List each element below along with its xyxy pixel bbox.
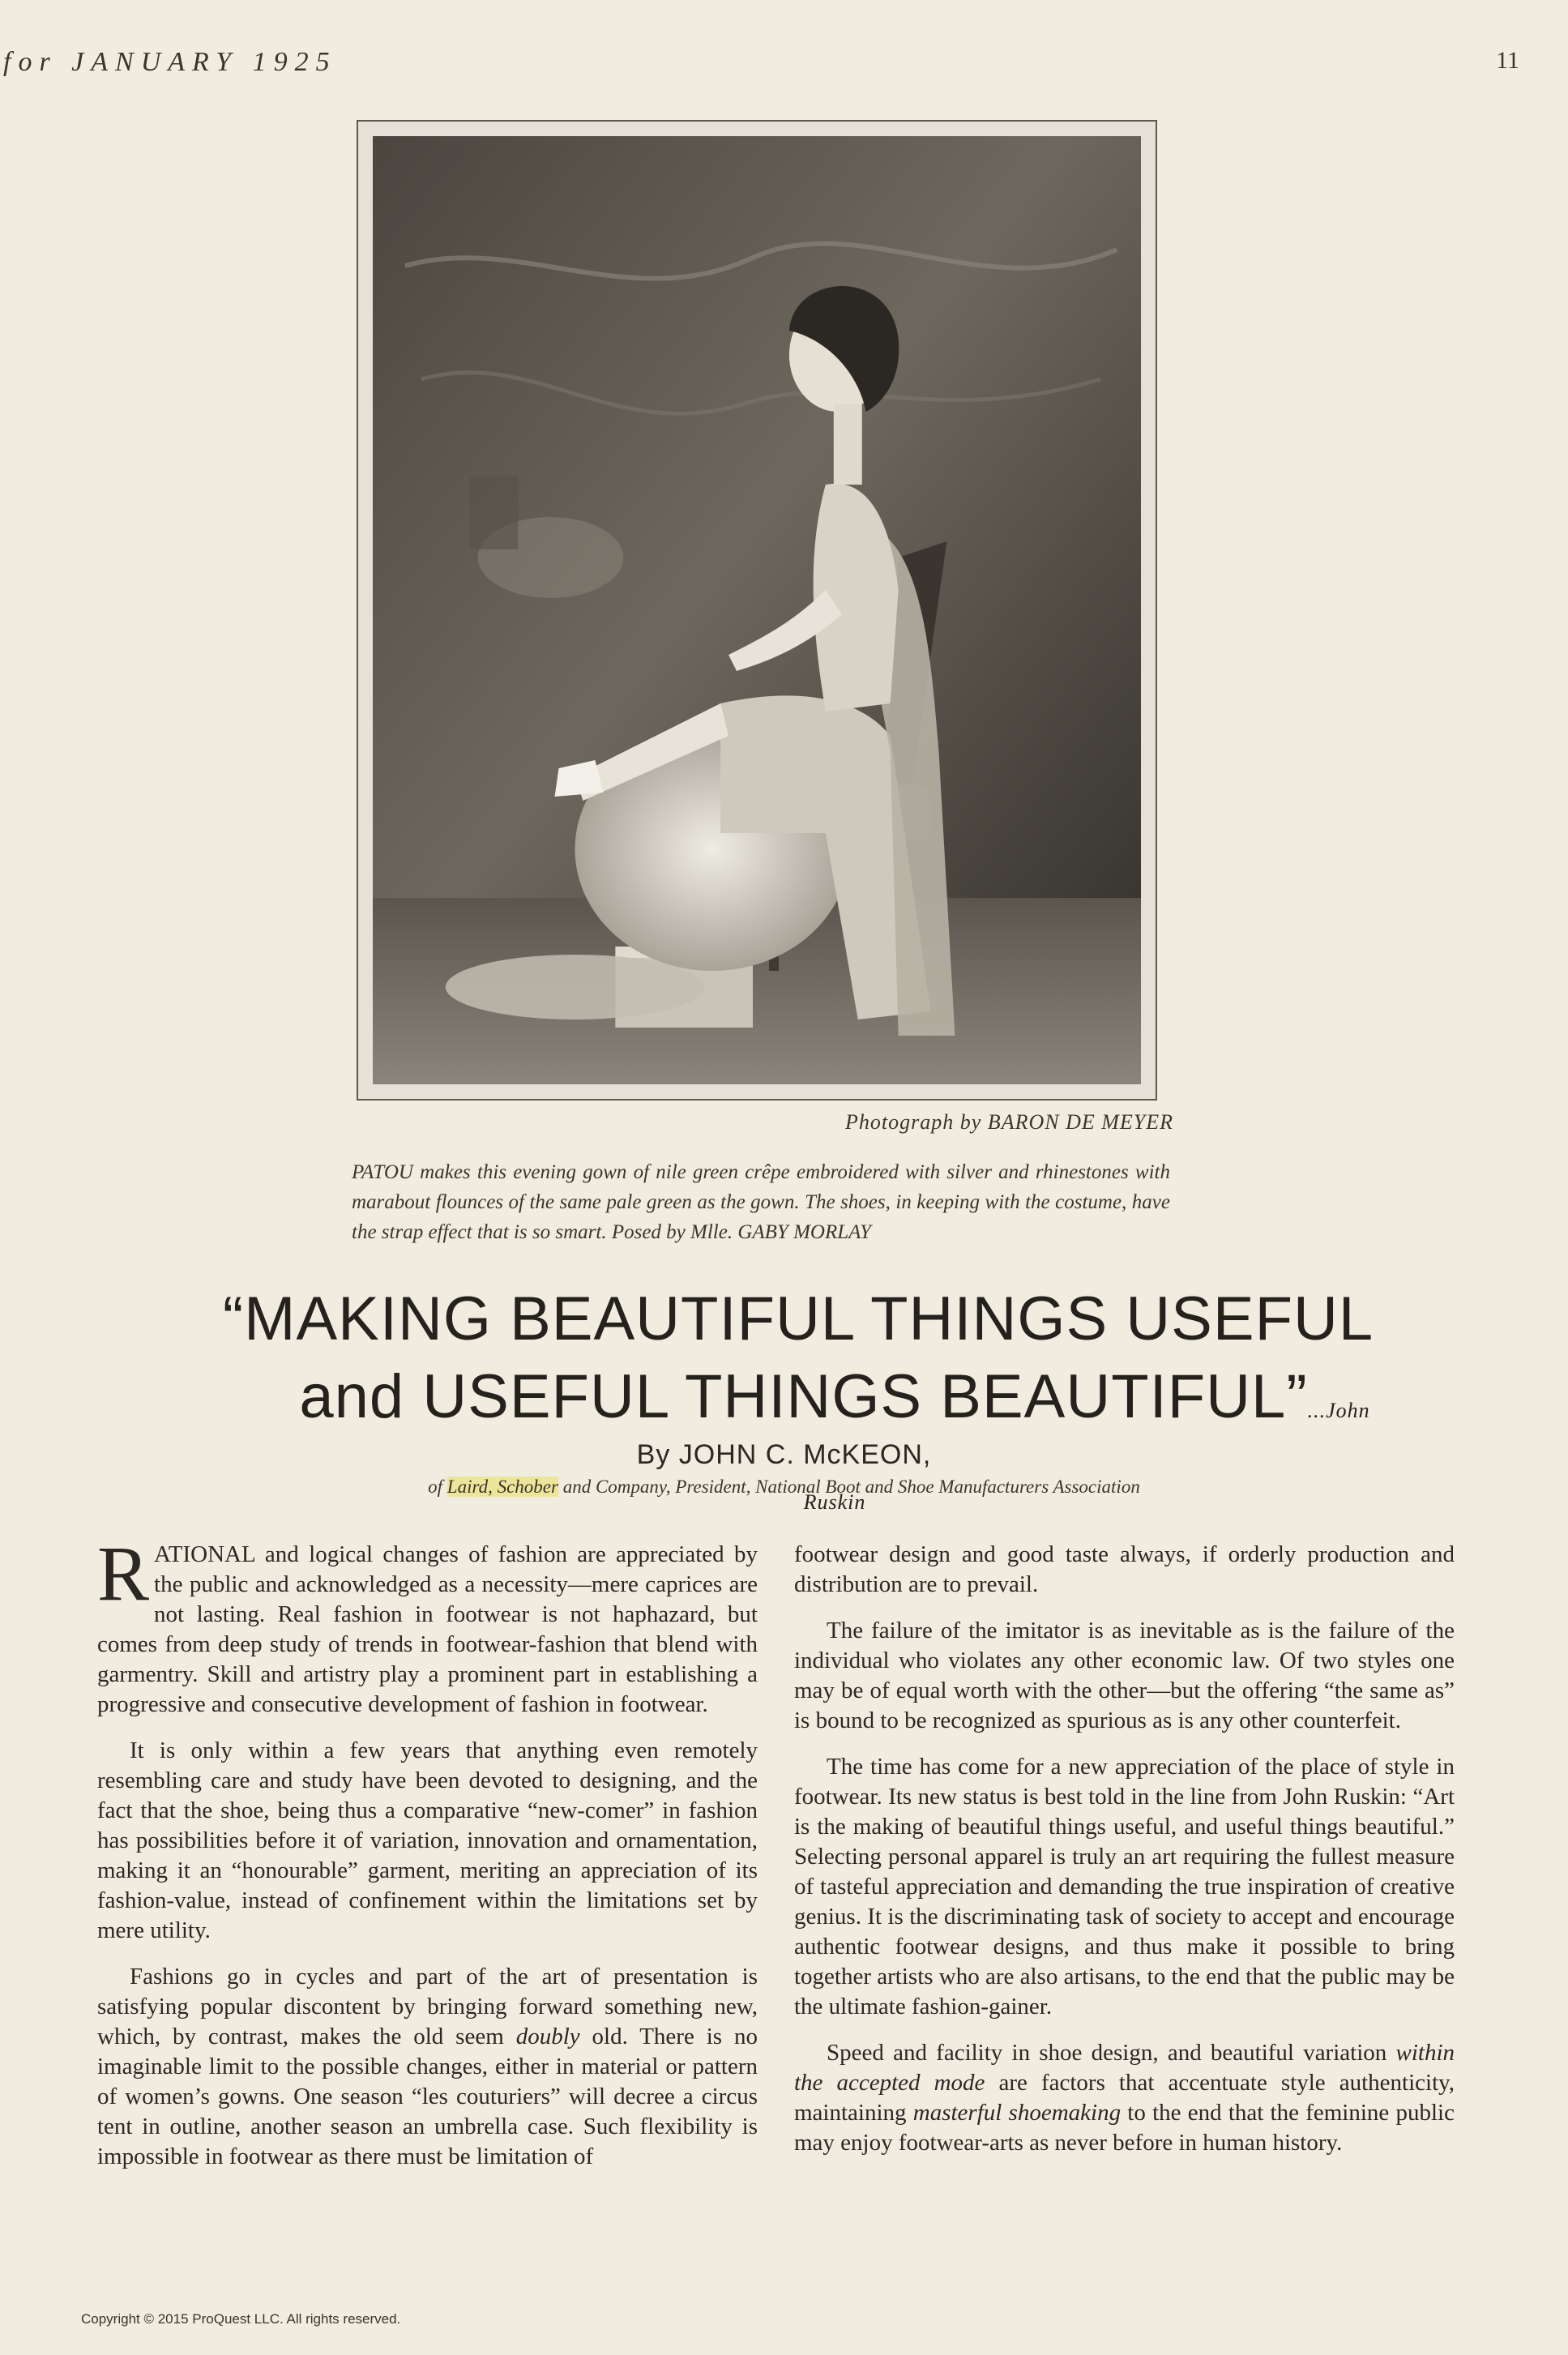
article-headline bbox=[211, 1280, 1386, 1541]
paragraph: footwear design and good taste always, if orderly production and distribution are to prevail. bbox=[794, 1541, 1455, 1597]
drop-cap: R bbox=[97, 1530, 150, 1617]
paragraph-text: are factors that accentuate style authenticity, maintaining bbox=[794, 2070, 1455, 2126]
emphasis: masterful shoemaking bbox=[912, 2100, 1122, 2126]
headline-line-2-text: and USEFUL THINGS BEAUTIFUL” bbox=[299, 1362, 1308, 1431]
photo-credit: Photograph by BARON DE MEYER bbox=[845, 1110, 1173, 1134]
photograph-seated-woman bbox=[373, 136, 1141, 1084]
photo-caption: PATOU makes this evening gown of nile green crêpe embroidered with silver and rhinestones with marabout flounces of the same pale green as the gown. The shoes, in keeping with the costume, have the strap effect that is so smart. Posed by Mlle. GABY MORLAY bbox=[352, 1161, 1170, 1243]
paragraph bbox=[794, 2038, 1455, 2158]
right-column bbox=[794, 1540, 1455, 2174]
affiliation-rest: and Company, President, National Boot and Shoe Manufacturers Association bbox=[558, 1477, 1140, 1497]
paragraph bbox=[97, 1530, 758, 1720]
paragraph-text: Speed and facility in shoe design, and beautiful variation bbox=[827, 2040, 1396, 2066]
left-column bbox=[97, 1530, 758, 2188]
paragraph bbox=[97, 1962, 758, 2172]
photograph-frame bbox=[357, 120, 1157, 1101]
paragraph: The failure of the imitator is as inevitable as is the failure of the individual who violates any other economic law. Of two styles one may be of equal worth with the other—but the offering “the same as” is bound to be recognized as spurious as is any other counterfeit. bbox=[794, 1618, 1455, 1733]
byline: By JOHN C. McKEON, bbox=[636, 1439, 932, 1470]
page-number: 11 bbox=[1496, 47, 1519, 74]
affiliation-prefix: of bbox=[428, 1477, 447, 1497]
emphasis: within the accepted mode bbox=[794, 2040, 1455, 2096]
affiliation-highlight: Laird, Schober bbox=[446, 1477, 558, 1497]
paragraph-text: Fashions go in cycles and part of the art of presentation is satisfying popular discontent by bringing forward something new, which, by contrast, makes the old seem bbox=[97, 1964, 758, 2049]
paragraph: It is only within a few years that anything even remotely resembling care and study have been devoted to designing, and the fact that the shoe, being thus a comparative “new-comer” in fashion has possibilities before it of variation, innovation and ornamentation, making it an “honourable” garment, meriting an appreciation of its fashion-value, instead of confinement within the limitations set by mere utility. bbox=[97, 1737, 758, 1943]
headline-line-1: “MAKING BEAUTIFUL THINGS USEFUL bbox=[222, 1284, 1374, 1353]
headline-attribution: ...John Ruskin bbox=[803, 1399, 1370, 1514]
emphasis: doubly bbox=[515, 2024, 580, 2049]
author-affiliation bbox=[0, 1477, 1568, 1498]
copyright-notice: Copyright © 2015 ProQuest LLC. All rights reserved. bbox=[81, 2311, 401, 2327]
paragraph-text: ATIONAL and logical changes of fashion are appreciated by the public and acknowledged as a necessity—mere caprices are not lasting. Real fashion in footwear is not haphazard, but comes from deep study of trends in footwear-fashion that blend with garmentry. Skill and artistry play a prominent part in establishing a progressive and consecutive development of fashion in footwear. bbox=[97, 1541, 758, 1717]
paragraph-text: old. There is no imaginable limit to the possible changes, either in material or pattern of women’s gowns. One season “les couturiers” will decree a circus tent in outline, another season an umbrella case. Such flexibility is impossible in footwear as there must be limitation of bbox=[97, 2024, 758, 2169]
paragraph-text: to the end that the feminine public may enjoy footwear-arts as never before in human history. bbox=[794, 2100, 1455, 2156]
paragraph: The time has come for a new appreciation of the place of style in footwear. Its new status is best told in the line from John Ruskin: “Art is the making of beautiful things useful, and useful things beautiful.” Selecting personal apparel is truly an art requiring the fullest measure of tasteful appreciation and demanding the true inspiration of creative genius. It is the discriminating task of society to accept and encourage authentic footwear designs, and thus make it possible to bring together artists who are also artisans, to the end that the public may be the ultimate fashion-gainer. bbox=[794, 1754, 1455, 2019]
running-title: for JANUARY 1925 bbox=[3, 47, 337, 77]
